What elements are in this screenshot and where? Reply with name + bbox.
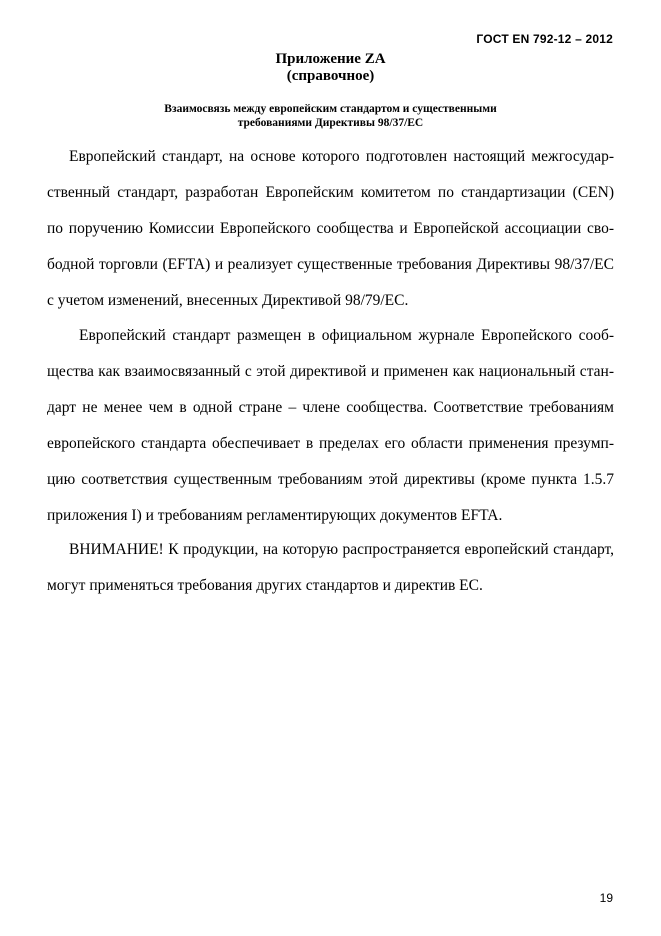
paragraph-line: ВНИМАНИЕ! К продукции, на которую распространяется европейский стандарт, [69,541,614,558]
annex-subtitle: (справочное) [286,68,375,84]
section-heading-line-2: требованиями Директивы 98/37/ЕС [237,117,424,129]
annex-title: Приложение ZA [275,51,386,67]
paragraph-1 [47,139,614,319]
paragraph-line: бодной торговли (EFTA) и реализует существенные требования Директивы 98/37/EC [47,256,614,273]
section-heading-line-1: Взаимосвязь между европейским стандартом и существенными [164,103,497,115]
document-code: ГОСТ EN 792-12 – 2012 [476,32,613,46]
paragraph-line: с учетом изменений, внесенных Директивой 98/79/EC. [47,292,409,309]
page-number: 19 [599,891,613,905]
paragraph-line: Европейский стандарт, на основе которого подготовлен настоящий межгосудар- [69,148,614,165]
paragraph-line: могут применяться требования других стандартов и директив ЕС. [47,577,483,594]
paragraph-line: ственный стандарт, разработан Европейским комитетом по стандартизации (CEN) [47,184,614,201]
paragraph-line: Европейский стандарт размещен в официальном журнале Европейского сооб- [79,327,614,344]
paragraph-line: по поручению Комиссии Европейского сообщества и Европейской ассоциации сво- [47,220,614,237]
paragraph-line: приложения I) и требованиям регламентирующих документов EFTA. [47,507,503,524]
paragraph-line: дарт не менее чем в одной стране – члене сообщества. Соответствие требованиям [47,399,614,416]
section-heading [0,102,661,130]
paragraph-line: европейского стандарта обеспечивает в пределах его области применения презумп- [47,435,614,452]
paragraph-line: цию соответствия существенным требованиям этой директивы (кроме пункта 1.5.7 [47,471,614,488]
paragraph-line: щества как взаимосвязанный с этой директивой и применен как национальный стан- [47,363,614,380]
paragraph-2 [47,318,614,534]
paragraph-3 [47,532,614,604]
